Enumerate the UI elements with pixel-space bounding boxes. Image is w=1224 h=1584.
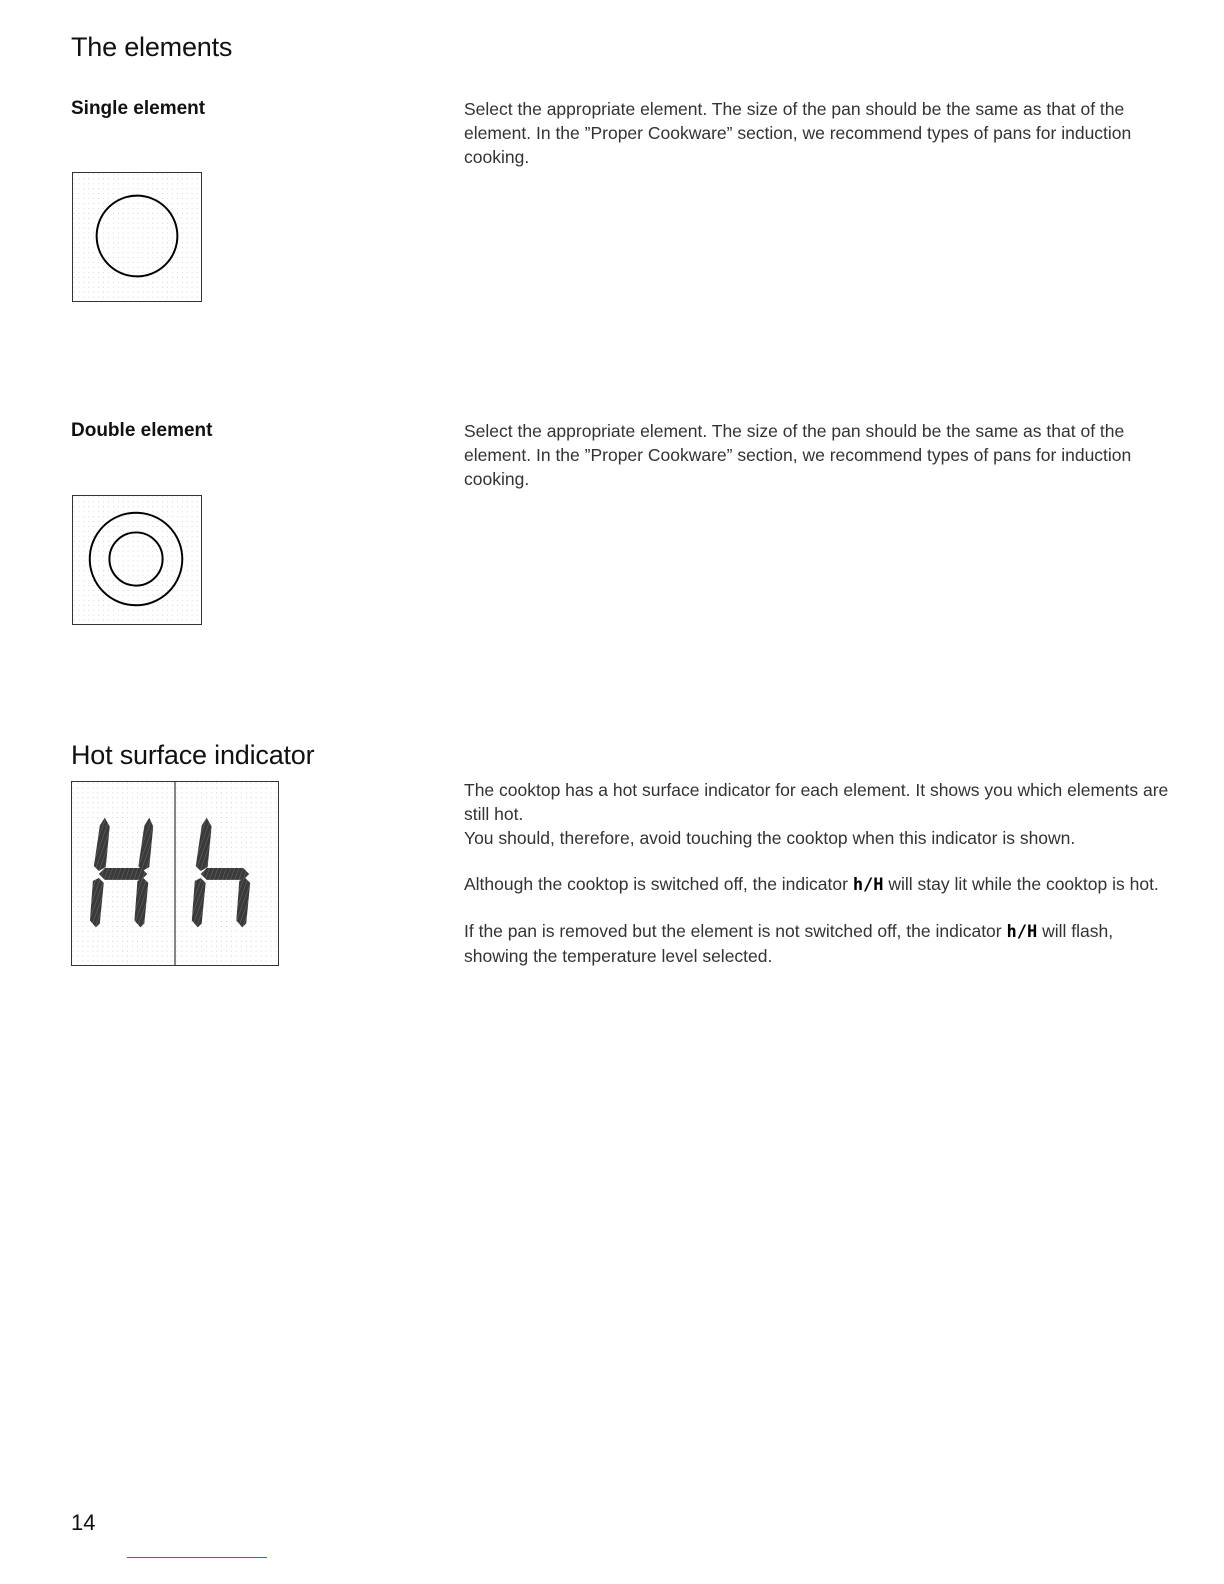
single-element-figure [72,172,202,302]
para2-text-before: Although the cooktop is switched off, the indicator [464,874,853,894]
hot-surface-description [464,778,1180,968]
segment-middle [201,868,249,880]
single-element-text: Select the appropriate element. The size of the pan should be the same as that of the element. In the ”Proper Cookware” section, we recommend types of pans for induction cooking. [464,99,1132,167]
page-number: 14 [71,1510,96,1535]
para2-text-after: will stay lit while the cooktop is hot. [883,874,1159,894]
hot-surface-para1-line2: You should, therefore, avoid touching the cooktop when this indicator is shown. [464,828,1076,848]
single-element-icon [73,173,201,301]
hot-surface-paragraph-3 [464,919,1180,968]
hot-surface-indicator-figure [71,781,279,966]
para3-text-before: If the pan is removed but the element is not switched off, the indicator [464,921,1007,941]
para3-text-after: will flash, showing the temperature level selected. [464,921,1114,966]
segment-middle [99,868,147,880]
double-element-heading: Double element [71,420,213,441]
single-element-heading: Single element [71,98,206,119]
section-title-hot-surface: Hot surface indicator [71,740,315,770]
single-element-description [464,97,1180,169]
footer-link-underline [127,1557,267,1558]
hot-surface-paragraph-1 [464,778,1180,850]
section-title-elements: The elements [71,32,233,62]
double-element-description [464,419,1180,491]
hot-indicator-glyph: h/H [852,875,884,895]
hot-surface-para1-line1: The cooktop has a hot surface indicator for each element. It shows you which elements are still hot. [464,780,1169,824]
double-element-icon [73,496,201,624]
seven-segment-display [72,782,278,965]
double-element-text: Select the appropriate element. The size of the pan should be the same as that of the element. In the ”Proper Cookware” section, we recommend types of pans for induction cooking. [464,421,1132,489]
double-element-figure [72,495,202,625]
hot-indicator-glyph: h/H [1006,922,1038,942]
hot-surface-paragraph-2 [464,872,1180,897]
